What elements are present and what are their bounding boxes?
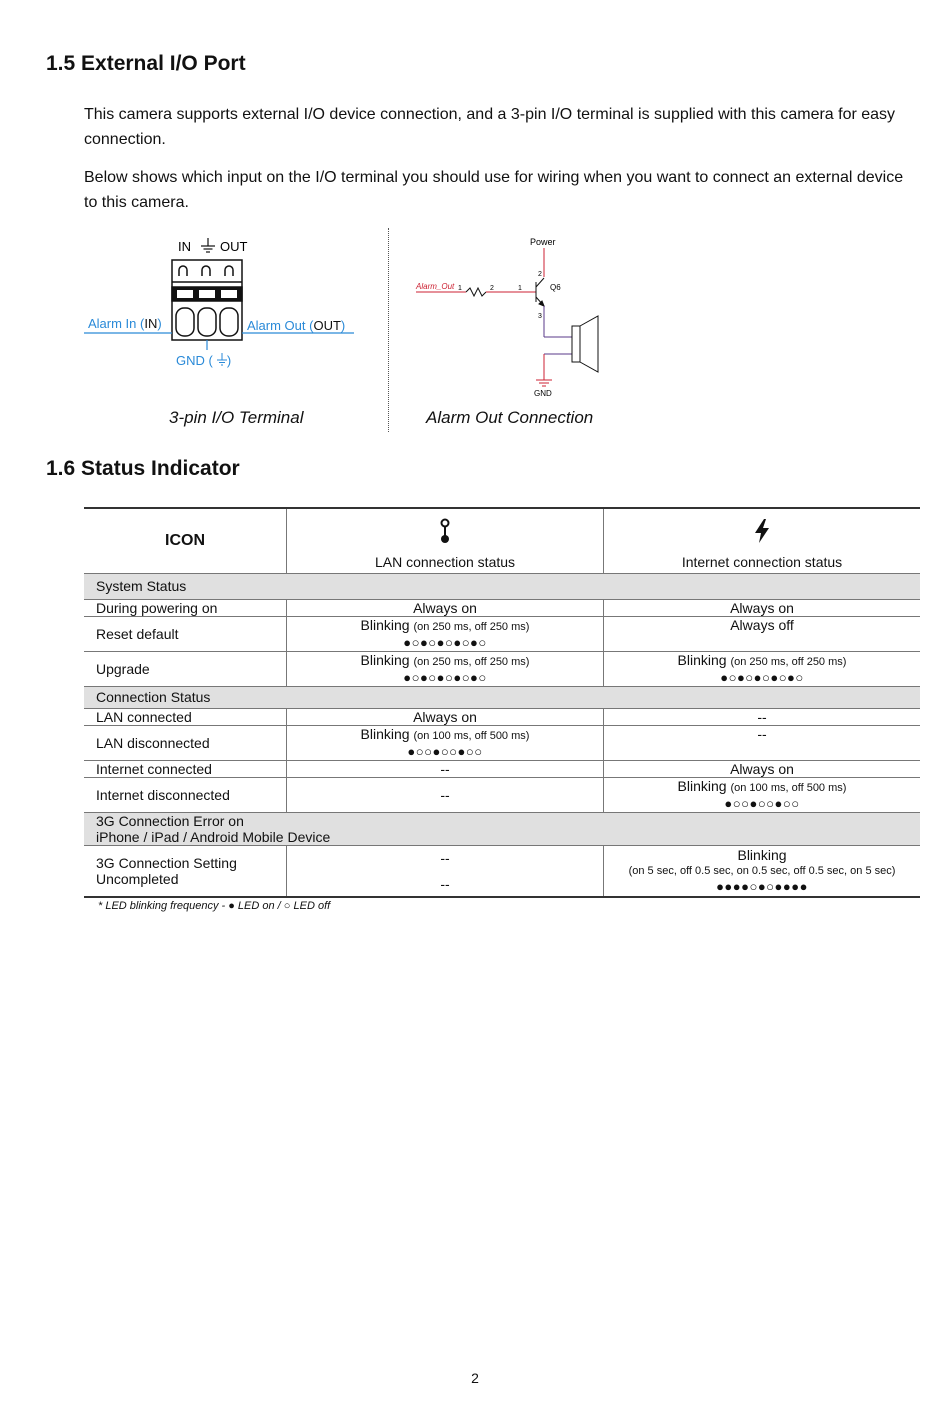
terminal-out-label: OUT xyxy=(220,239,248,254)
gnd-label: GND ( ) xyxy=(176,353,232,368)
lan-cell xyxy=(287,725,604,760)
row-label: During powering on xyxy=(84,599,287,616)
blink-pattern: ●●●●○●○●●●● xyxy=(716,878,808,894)
terminal-in-label: IN xyxy=(178,239,191,254)
lan-status-icon xyxy=(438,518,452,544)
blink-label: Blinking xyxy=(737,846,787,863)
blink-label: Blinking xyxy=(360,651,410,668)
section-row-3g xyxy=(84,812,920,845)
row-label: Internet connected xyxy=(84,760,287,777)
lan-header-label: LAN connection status xyxy=(374,553,516,570)
blink-timing: (on 250 ms, off 250 ms) xyxy=(413,655,530,668)
alarm-out-net-label: Alarm_Out xyxy=(416,282,455,291)
table-row xyxy=(84,708,920,725)
gnd-symbol-icon xyxy=(217,353,227,365)
alarm-in-label: Alarm In (IN) xyxy=(88,316,162,331)
row-label: LAN connected xyxy=(84,708,287,725)
row-label: Internet disconnected xyxy=(84,777,287,812)
table-row xyxy=(84,725,920,760)
table-row xyxy=(84,599,920,616)
blink-pattern: ●○●○●○●○●○ xyxy=(403,669,487,685)
terminal-diagram xyxy=(84,232,374,382)
blink-timing: (on 250 ms, off 250 ms) xyxy=(730,655,847,668)
blink-pattern: ●○○●○○●○○ xyxy=(407,743,483,759)
table-row xyxy=(84,651,920,686)
internet-status-icon xyxy=(752,518,772,544)
row-label: LAN disconnected xyxy=(84,725,287,760)
figure-divider xyxy=(388,228,389,432)
internet-cell: Always off xyxy=(604,616,921,651)
blink-pattern: ●○●○●○●○●○ xyxy=(720,669,804,685)
internet-cell: Always on xyxy=(604,599,921,616)
lan-cell xyxy=(287,616,604,651)
internet-cell xyxy=(604,845,921,897)
blink-label: Blinking xyxy=(360,725,410,742)
lan-cell: -- xyxy=(287,760,604,777)
pin1b-label: 1 xyxy=(518,285,522,292)
pin2v-label: 2 xyxy=(538,271,542,278)
row-label: Reset default xyxy=(84,616,287,651)
blink-timing: (on 100 ms, off 500 ms) xyxy=(730,781,847,794)
terminal-caption: 3-pin I/O Terminal xyxy=(169,408,304,427)
alarm-out-caption: Alarm Out Connection xyxy=(426,408,594,427)
table-row xyxy=(84,760,920,777)
transistor-label: Q6 xyxy=(550,283,561,292)
table-row xyxy=(84,616,920,651)
icon-header: ICON xyxy=(84,508,287,573)
blink-timing: (on 250 ms, off 250 ms) xyxy=(413,620,530,633)
blink-pattern: ●○○●○○●○○ xyxy=(724,795,800,811)
internet-cell xyxy=(604,777,921,812)
internet-cell: Always on xyxy=(604,760,921,777)
blink-label: Blinking xyxy=(360,616,410,633)
lan-header-cell xyxy=(287,508,604,573)
lan-cell: Always on xyxy=(287,599,604,616)
internet-cell: -- xyxy=(604,708,921,725)
terminal-wires xyxy=(84,333,354,350)
io-paragraph-2: Below shows which input on the I/O terminal you should use for wiring when you want to connect an external device to this camera. xyxy=(84,169,904,211)
lan-cell: -- -- xyxy=(287,845,604,897)
lan-cell xyxy=(287,651,604,686)
ground-icon xyxy=(201,238,215,252)
pin1-label: 1 xyxy=(458,285,462,292)
table-header-row xyxy=(84,508,920,573)
blink-timing: (on 100 ms, off 500 ms) xyxy=(413,729,530,742)
blink-pattern: ●○●○●○●○●○ xyxy=(403,634,487,650)
pin3v-label: 3 xyxy=(538,313,542,320)
section-row-connection xyxy=(84,686,920,708)
pin2-label: 2 xyxy=(490,285,494,292)
circuit-ground-icon xyxy=(536,380,552,386)
system-status-label: System Status xyxy=(84,573,920,599)
3g-section-label: 3G Connection Error on iPhone / iPad / Android Mobile Device xyxy=(84,812,920,845)
resistor-icon xyxy=(466,288,486,296)
blink-label: Blinking xyxy=(677,777,727,794)
internet-header-label: Internet connection status xyxy=(681,553,843,570)
lan-cell: -- xyxy=(287,777,604,812)
connection-status-label: Connection Status xyxy=(84,686,920,708)
internet-cell xyxy=(604,651,921,686)
alarm-out-label: Alarm Out (OUT) xyxy=(247,318,346,333)
power-label: Power xyxy=(530,237,556,247)
row-label: 3G Connection Setting Uncompleted xyxy=(84,845,287,897)
blink-timing: (on 5 sec, off 0.5 sec, on 0.5 sec, off 0.5 sec, on 5 sec) xyxy=(628,864,896,877)
speaker-icon xyxy=(572,316,598,372)
terminal-block-icon xyxy=(172,260,242,340)
page-number: 2 xyxy=(471,1370,479,1386)
status-indicator-table xyxy=(84,507,920,898)
table-row xyxy=(84,777,920,812)
io-paragraph-1: This camera supports external I/O device connection, and a 3-pin I/O terminal is supplied with this camera for easy connection. xyxy=(84,106,896,148)
circuit-gnd-label: GND xyxy=(534,389,552,398)
blink-label: Blinking xyxy=(677,651,727,668)
internet-cell: -- xyxy=(604,725,921,760)
section-row-system xyxy=(84,573,920,599)
internet-header-cell xyxy=(604,508,921,573)
transistor-icon xyxy=(536,278,544,306)
row-label: Upgrade xyxy=(84,651,287,686)
section-title-status: 1.6 Status Indicator xyxy=(46,457,240,480)
lan-cell: Always on xyxy=(287,708,604,725)
section-title-io: 1.5 External I/O Port xyxy=(46,52,246,75)
footnote: * LED blinking frequency - ● LED on / ○ LED off xyxy=(98,900,331,912)
table-row xyxy=(84,845,920,897)
alarm-out-circuit xyxy=(410,232,610,402)
